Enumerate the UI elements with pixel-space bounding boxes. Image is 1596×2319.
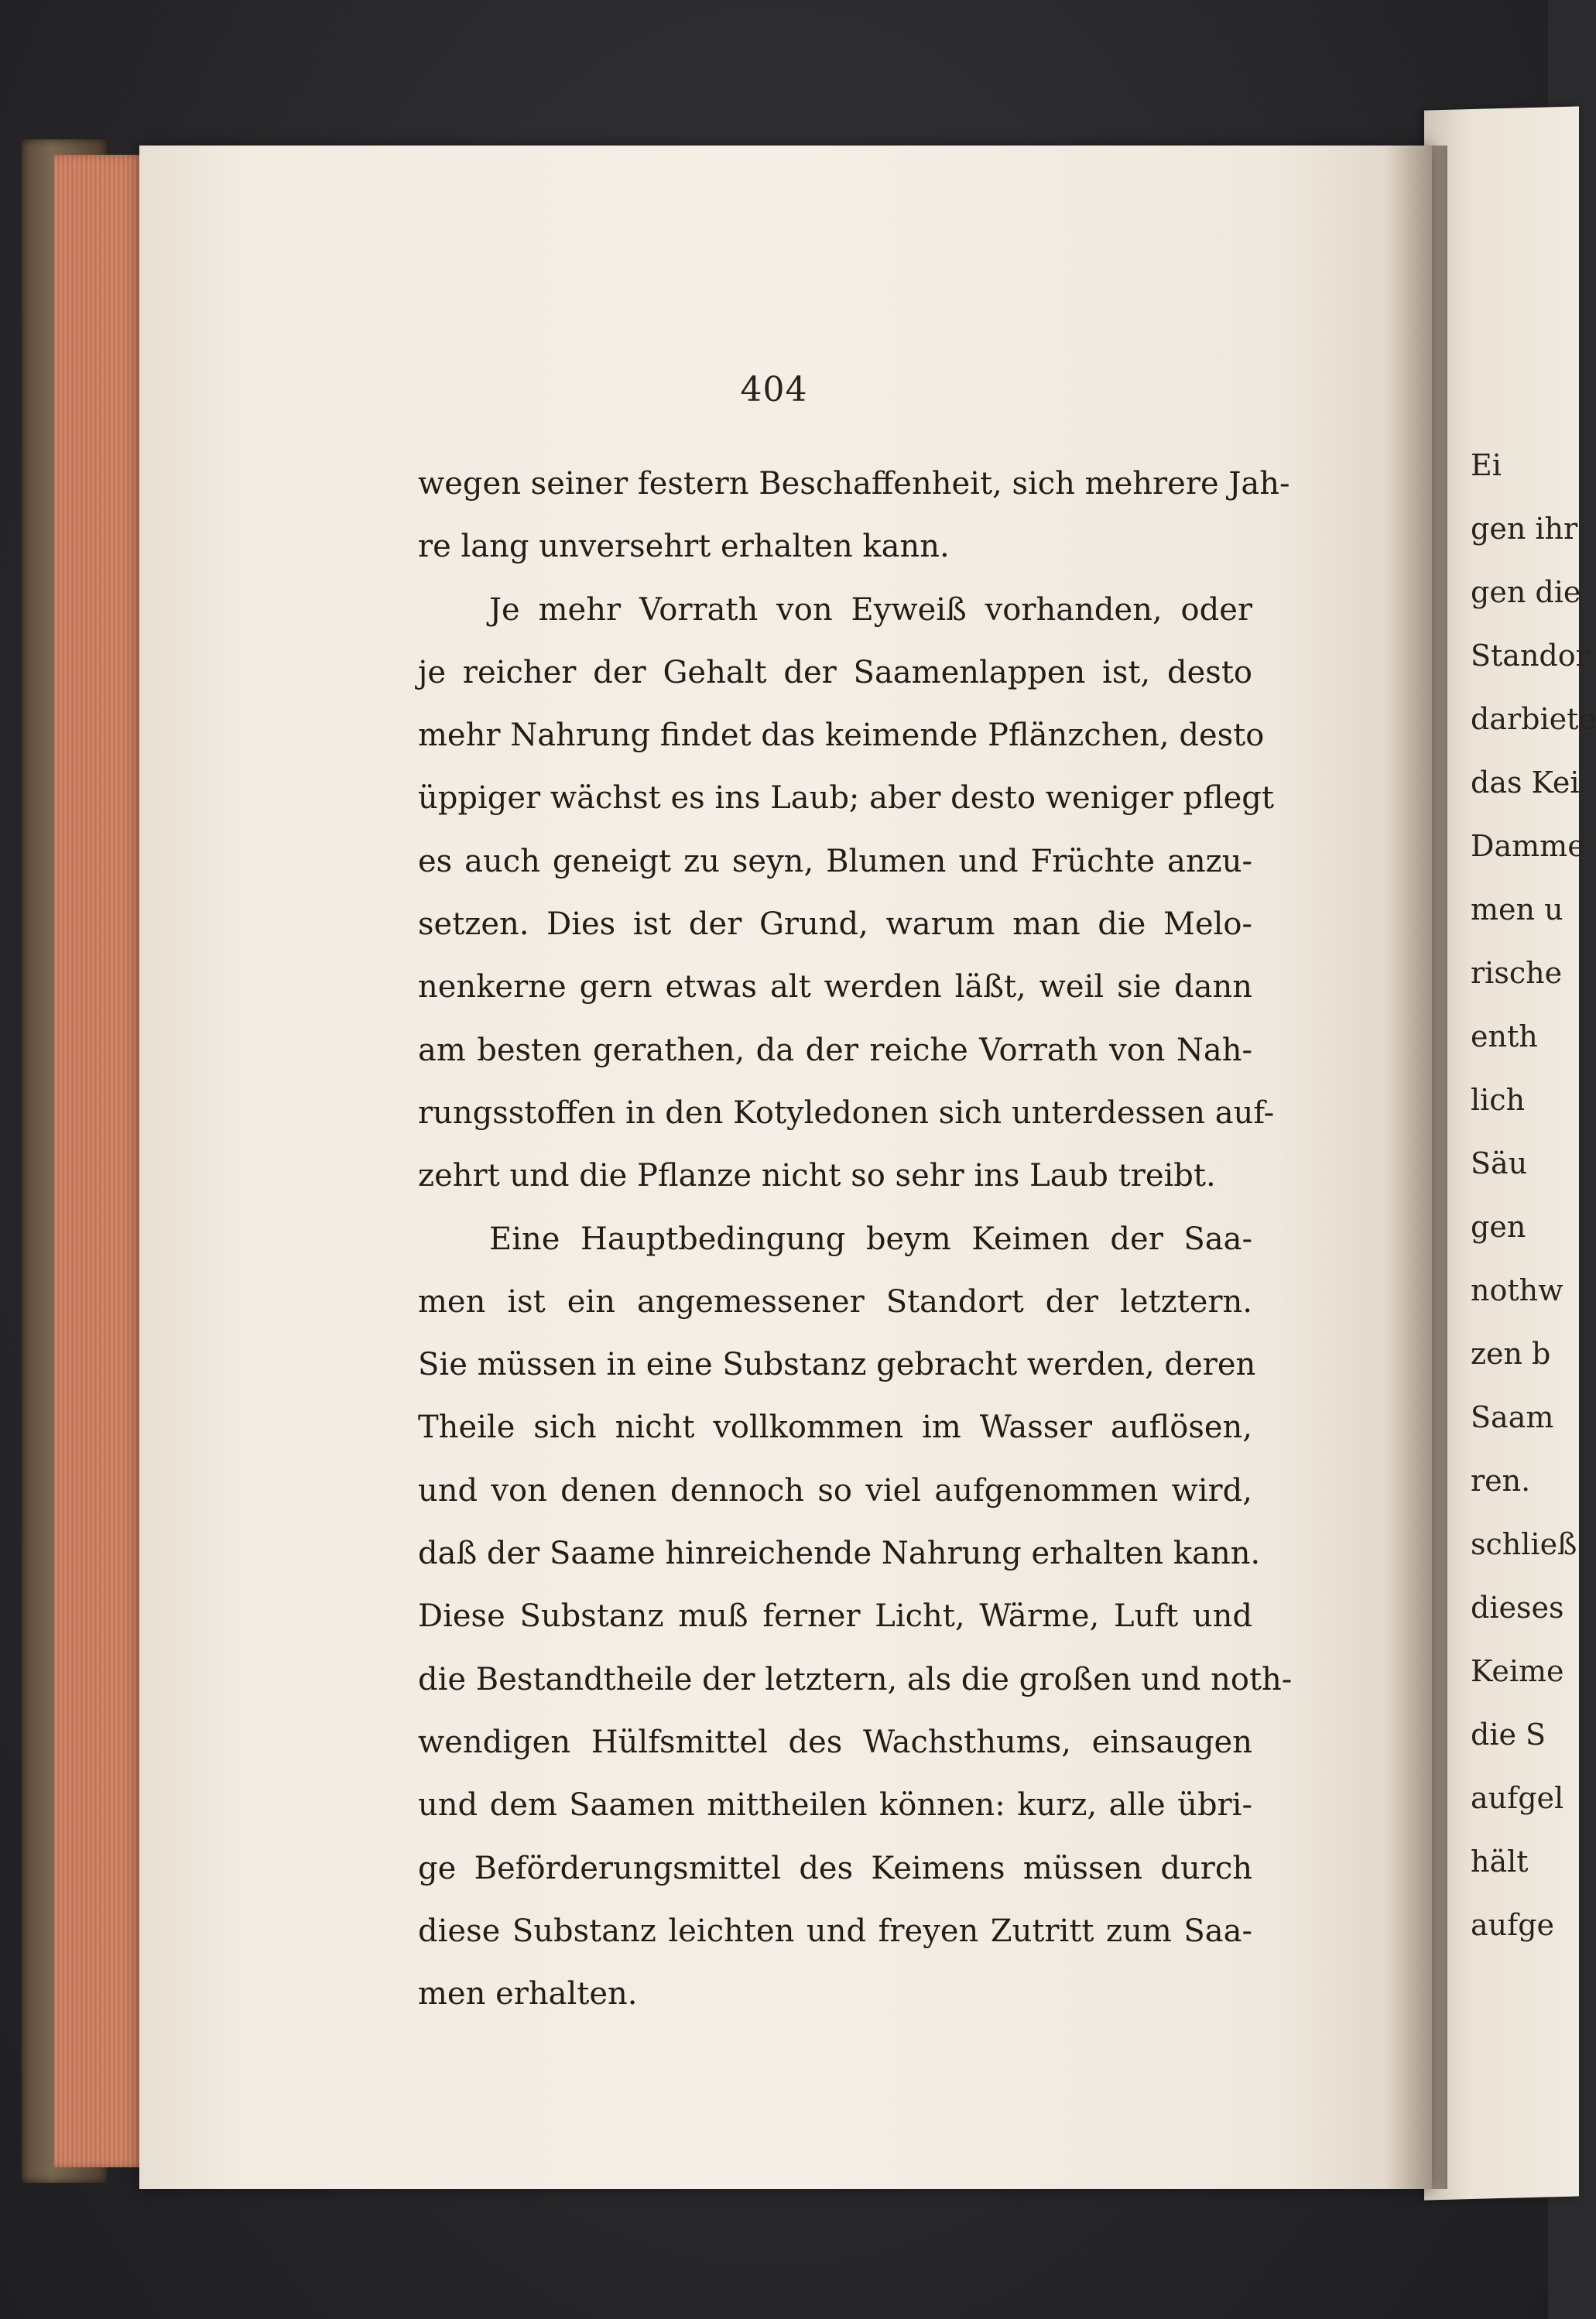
text-line: wendigen Hülfsmittel des Wachsthums, einsaugen xyxy=(418,1724,1252,1760)
right-page-fragment: gen ihr xyxy=(1471,512,1578,546)
text-line: und von denen dennoch so viel aufgenommen wird, xyxy=(418,1472,1252,1509)
page-gutter-shadow xyxy=(1385,146,1447,2189)
text-line: rungsstoffen in den Kotyledonen sich unterdessen auf- xyxy=(418,1094,1275,1131)
right-page-fragment: rische xyxy=(1471,956,1563,990)
text-line: men ist ein angemessener Standort der letztern. xyxy=(418,1283,1252,1320)
text-line: wegen seiner festern Beschaffenheit, sich mehrere Jah- xyxy=(418,466,1290,502)
right-page-fragment: nothw xyxy=(1471,1273,1563,1307)
page-number: 404 xyxy=(740,370,808,409)
text-line: daß der Saame hinreichende Nahrung erhalten kann. xyxy=(418,1536,1261,1572)
right-page-fragment: gen die xyxy=(1471,575,1581,609)
right-page-fragment: darbiete xyxy=(1471,702,1596,736)
text-line: Je mehr Vorrath von Eyweiß vorhanden, oder xyxy=(489,591,1252,628)
text-line: mehr Nahrung findet das keimende Pflänzchen, desto xyxy=(418,718,1265,754)
right-page-fragment: aufge xyxy=(1471,1908,1555,1942)
right-page-fragment: Säu xyxy=(1471,1146,1528,1180)
text-line: men erhalten. xyxy=(418,1976,638,2012)
text-line: Sie müssen in eine Substanz gebracht werden, deren xyxy=(418,1347,1256,1383)
right-page-fragment: dieses xyxy=(1471,1591,1564,1625)
right-page-fragment: die S xyxy=(1471,1718,1546,1752)
right-page-fragment: lich xyxy=(1471,1083,1526,1117)
text-line: setzen. Dies ist der Grund, warum man die Melo- xyxy=(418,906,1252,943)
text-line: Eine Hauptbedingung beym Keimen der Saa- xyxy=(489,1221,1252,1257)
text-line: am besten gerathen, da der reiche Vorrath von Nah- xyxy=(418,1032,1252,1068)
page-edges xyxy=(54,155,153,2167)
right-page-fragment: gen xyxy=(1471,1210,1526,1244)
right-page-fragment: ren. xyxy=(1471,1464,1531,1498)
right-page-fragment: Keime xyxy=(1471,1654,1564,1688)
text-line: diese Substanz leichten und freyen Zutritt zum Saa- xyxy=(418,1913,1252,1949)
right-page-fragment: Damme xyxy=(1471,829,1585,863)
right-page-fragment: schließ xyxy=(1471,1527,1577,1561)
right-page-fragment: das Kei xyxy=(1471,766,1580,800)
text-line: re lang unversehrt erhalten kann. xyxy=(418,529,950,565)
text-line: es auch geneigt zu seyn, Blumen und Früchte anzu- xyxy=(418,843,1252,879)
right-page-fragment: Saam xyxy=(1471,1400,1554,1434)
text-line: Theile sich nicht vollkommen im Wasser auflösen, xyxy=(418,1410,1252,1446)
right-page-fragment: Ei xyxy=(1471,448,1502,482)
text-line: Diese Substanz muß ferner Licht, Wärme, Luft und xyxy=(418,1598,1252,1635)
text-line: je reicher der Gehalt der Saamenlappen ist, desto xyxy=(418,654,1252,690)
right-page-fragment: zen b xyxy=(1471,1337,1551,1371)
text-line: die Bestandtheile der letztern, als die großen und noth- xyxy=(418,1661,1293,1697)
right-page-fragment: men u xyxy=(1471,892,1563,927)
right-page-fragment: Standor xyxy=(1471,639,1590,673)
right-page-fragment: enth xyxy=(1471,1019,1538,1053)
body-text xyxy=(418,453,1293,2026)
text-line: üppiger wächst es ins Laub; aber desto weniger pflegt xyxy=(418,780,1274,817)
text-line: und dem Saamen mittheilen können: kurz, alle übri- xyxy=(418,1787,1252,1824)
text-line: zehrt und die Pflanze nicht so sehr ins Laub treibt. xyxy=(418,1158,1216,1194)
right-page-fragment: hält xyxy=(1471,1845,1529,1879)
right-page-text xyxy=(1471,433,1596,1942)
text-line: ge Beförderungsmittel des Keimens müssen durch xyxy=(418,1850,1252,1886)
right-page-fragment: aufgel xyxy=(1471,1781,1564,1815)
text-line: nenkerne gern etwas alt werden läßt, weil sie dann xyxy=(418,969,1252,1005)
